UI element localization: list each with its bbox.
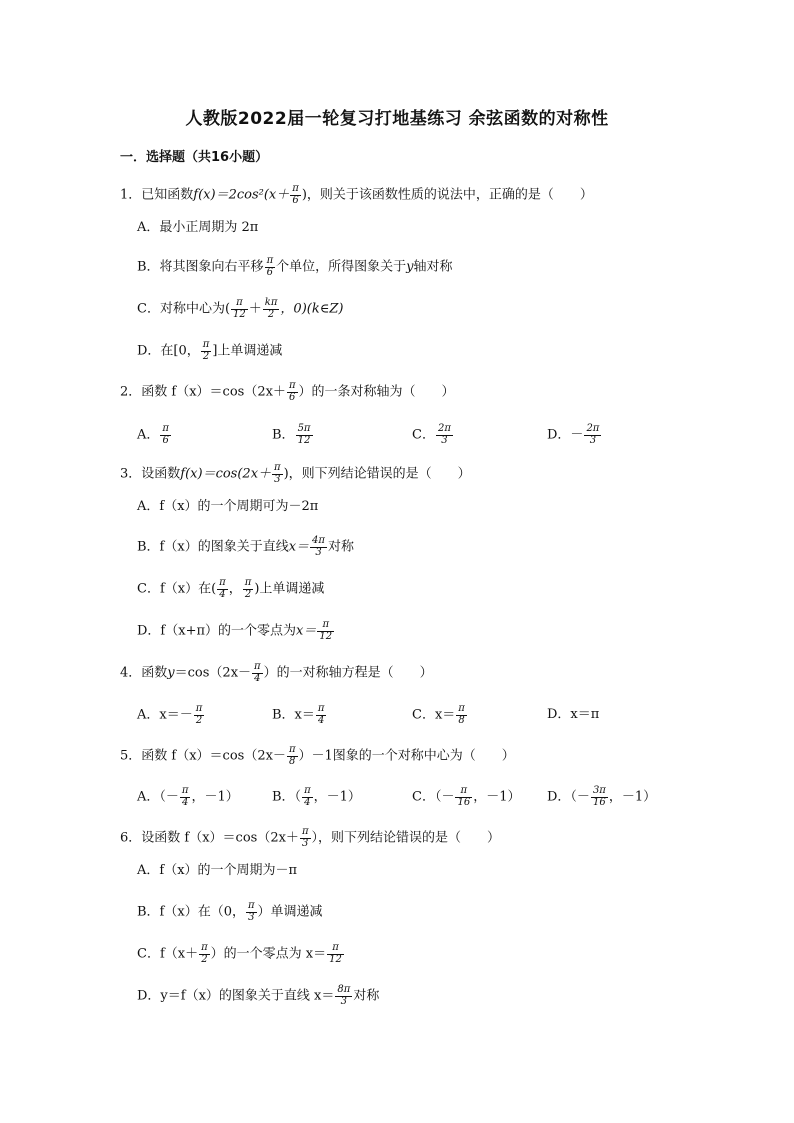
q1-formula: f(x)＝2cos²(x＋	[193, 187, 290, 203]
q1-option-a: A．最小正周期为 2π	[137, 220, 259, 235]
q4-option-d: D．x＝π	[547, 707, 600, 722]
q6-option-a: A．f（x）的一个周期为－π	[137, 863, 298, 878]
q1-stem-prefix: 1．已知函数	[120, 187, 194, 203]
q3-option-a: A．f（x）的一个周期可为－2π	[137, 499, 319, 514]
q6-option-d: D．y＝f（x）的图象关于直线 x＝ $\frac{8\pi}{3}$ 对称	[137, 984, 380, 1007]
question-6-stem: 6．设函数 f（x）＝cos（2x＋ $\frac{\pi}{3}$ ），则下列结论错误的是（ ）	[120, 826, 501, 849]
q3-option-c: C．f（x）在( $\frac{\pi}{4}$ ， $\frac{\pi}{2}$ )上单调递减	[137, 577, 325, 600]
q2-option-c: C． $\frac{2\pi}{3}$	[412, 423, 451, 446]
q1-option-d: D．在[0， $\frac{\pi}{2}$ ]上单调递减	[137, 339, 283, 362]
q3-option-d: D．f（x+π）的一个零点为x＝ $\frac{\pi}{12}$	[137, 619, 333, 642]
question-4-stem: 4．函数y＝cos（2x－ $\frac{\pi}{4}$ ）的一对称轴方程是（ ）	[120, 661, 433, 684]
question-1-stem	[120, 184, 593, 206]
q5-option-a: A．（－ $\frac{\pi}{4}$ ，－1）	[137, 785, 239, 808]
q4-option-c: C．x＝ $\frac{\pi}{8}$	[412, 703, 465, 726]
q4-option-a: A．x＝－ $\frac{\pi}{2}$	[137, 703, 203, 726]
q6-option-c: C．f（x＋ $\frac{\pi}{2}$ ）的一个零点为 x＝ $\frac{\pi}{12}$	[137, 942, 342, 965]
q2-option-d: D．－ $\frac{2\pi}{3}$	[547, 423, 600, 446]
q5-option-d: D．（－ $\frac{3\pi}{16}$ ，－1）	[547, 785, 657, 808]
q5-option-c: C．（－ $\frac{\pi}{16}$ ，－1）	[412, 785, 521, 808]
q2-options	[137, 424, 737, 454]
q3-option-b: B．f（x）的图象关于直线x＝ $\frac{4\pi}{3}$ 对称	[137, 535, 354, 558]
question-5-stem: 5．函数 f（x）＝cos（2x－ $\frac{\pi}{8}$ ）－1图象的一个对称中心为（ ）	[120, 744, 515, 767]
section-heading: 一．选择题（共16小题）	[120, 150, 269, 165]
q2-option-b: B． $\frac{5\pi}{12}$	[272, 423, 311, 446]
q5-options	[137, 786, 757, 816]
q2-option-a: A． $\frac{\pi}{6}$	[137, 423, 169, 446]
q5-option-b: B．（ $\frac{\pi}{4}$ ，－1）	[272, 785, 361, 808]
q6-option-b: B．f（x）在（0， $\frac{\pi}{3}$ ）单调递减	[137, 900, 323, 923]
page-title: 人教版2022届一轮复习打地基练习 余弦函数的对称性	[185, 109, 609, 129]
q1-fraction: $\frac{\pi}{6}$	[292, 183, 299, 206]
q1-option-b: B．将其图象向右平移 $\frac{\pi}{6}$ 个单位，所得图象关于y轴对称	[137, 255, 453, 278]
q4-options	[137, 704, 737, 734]
question-2-stem: 2．函数 f（x）＝cos（2x＋ $\frac{\pi}{6}$ ）的一条对称轴为（ ）	[120, 380, 455, 403]
q4-option-b: B．x＝ $\frac{\pi}{4}$	[272, 703, 325, 726]
q1-stem-suffix: )，则关于该函数性质的说法中，正确的是（ ）	[301, 187, 593, 203]
q1-option-c: C．对称中心为( $\frac{\pi}{12}$ ＋ $\frac{k\pi}{2}$ ，0)(k∈Z)	[137, 297, 344, 320]
question-3-stem: 3．设函数f(x)＝cos(2x＋ $\frac{\pi}{3}$ )，则下列结论错误的是（ ）	[120, 462, 471, 485]
